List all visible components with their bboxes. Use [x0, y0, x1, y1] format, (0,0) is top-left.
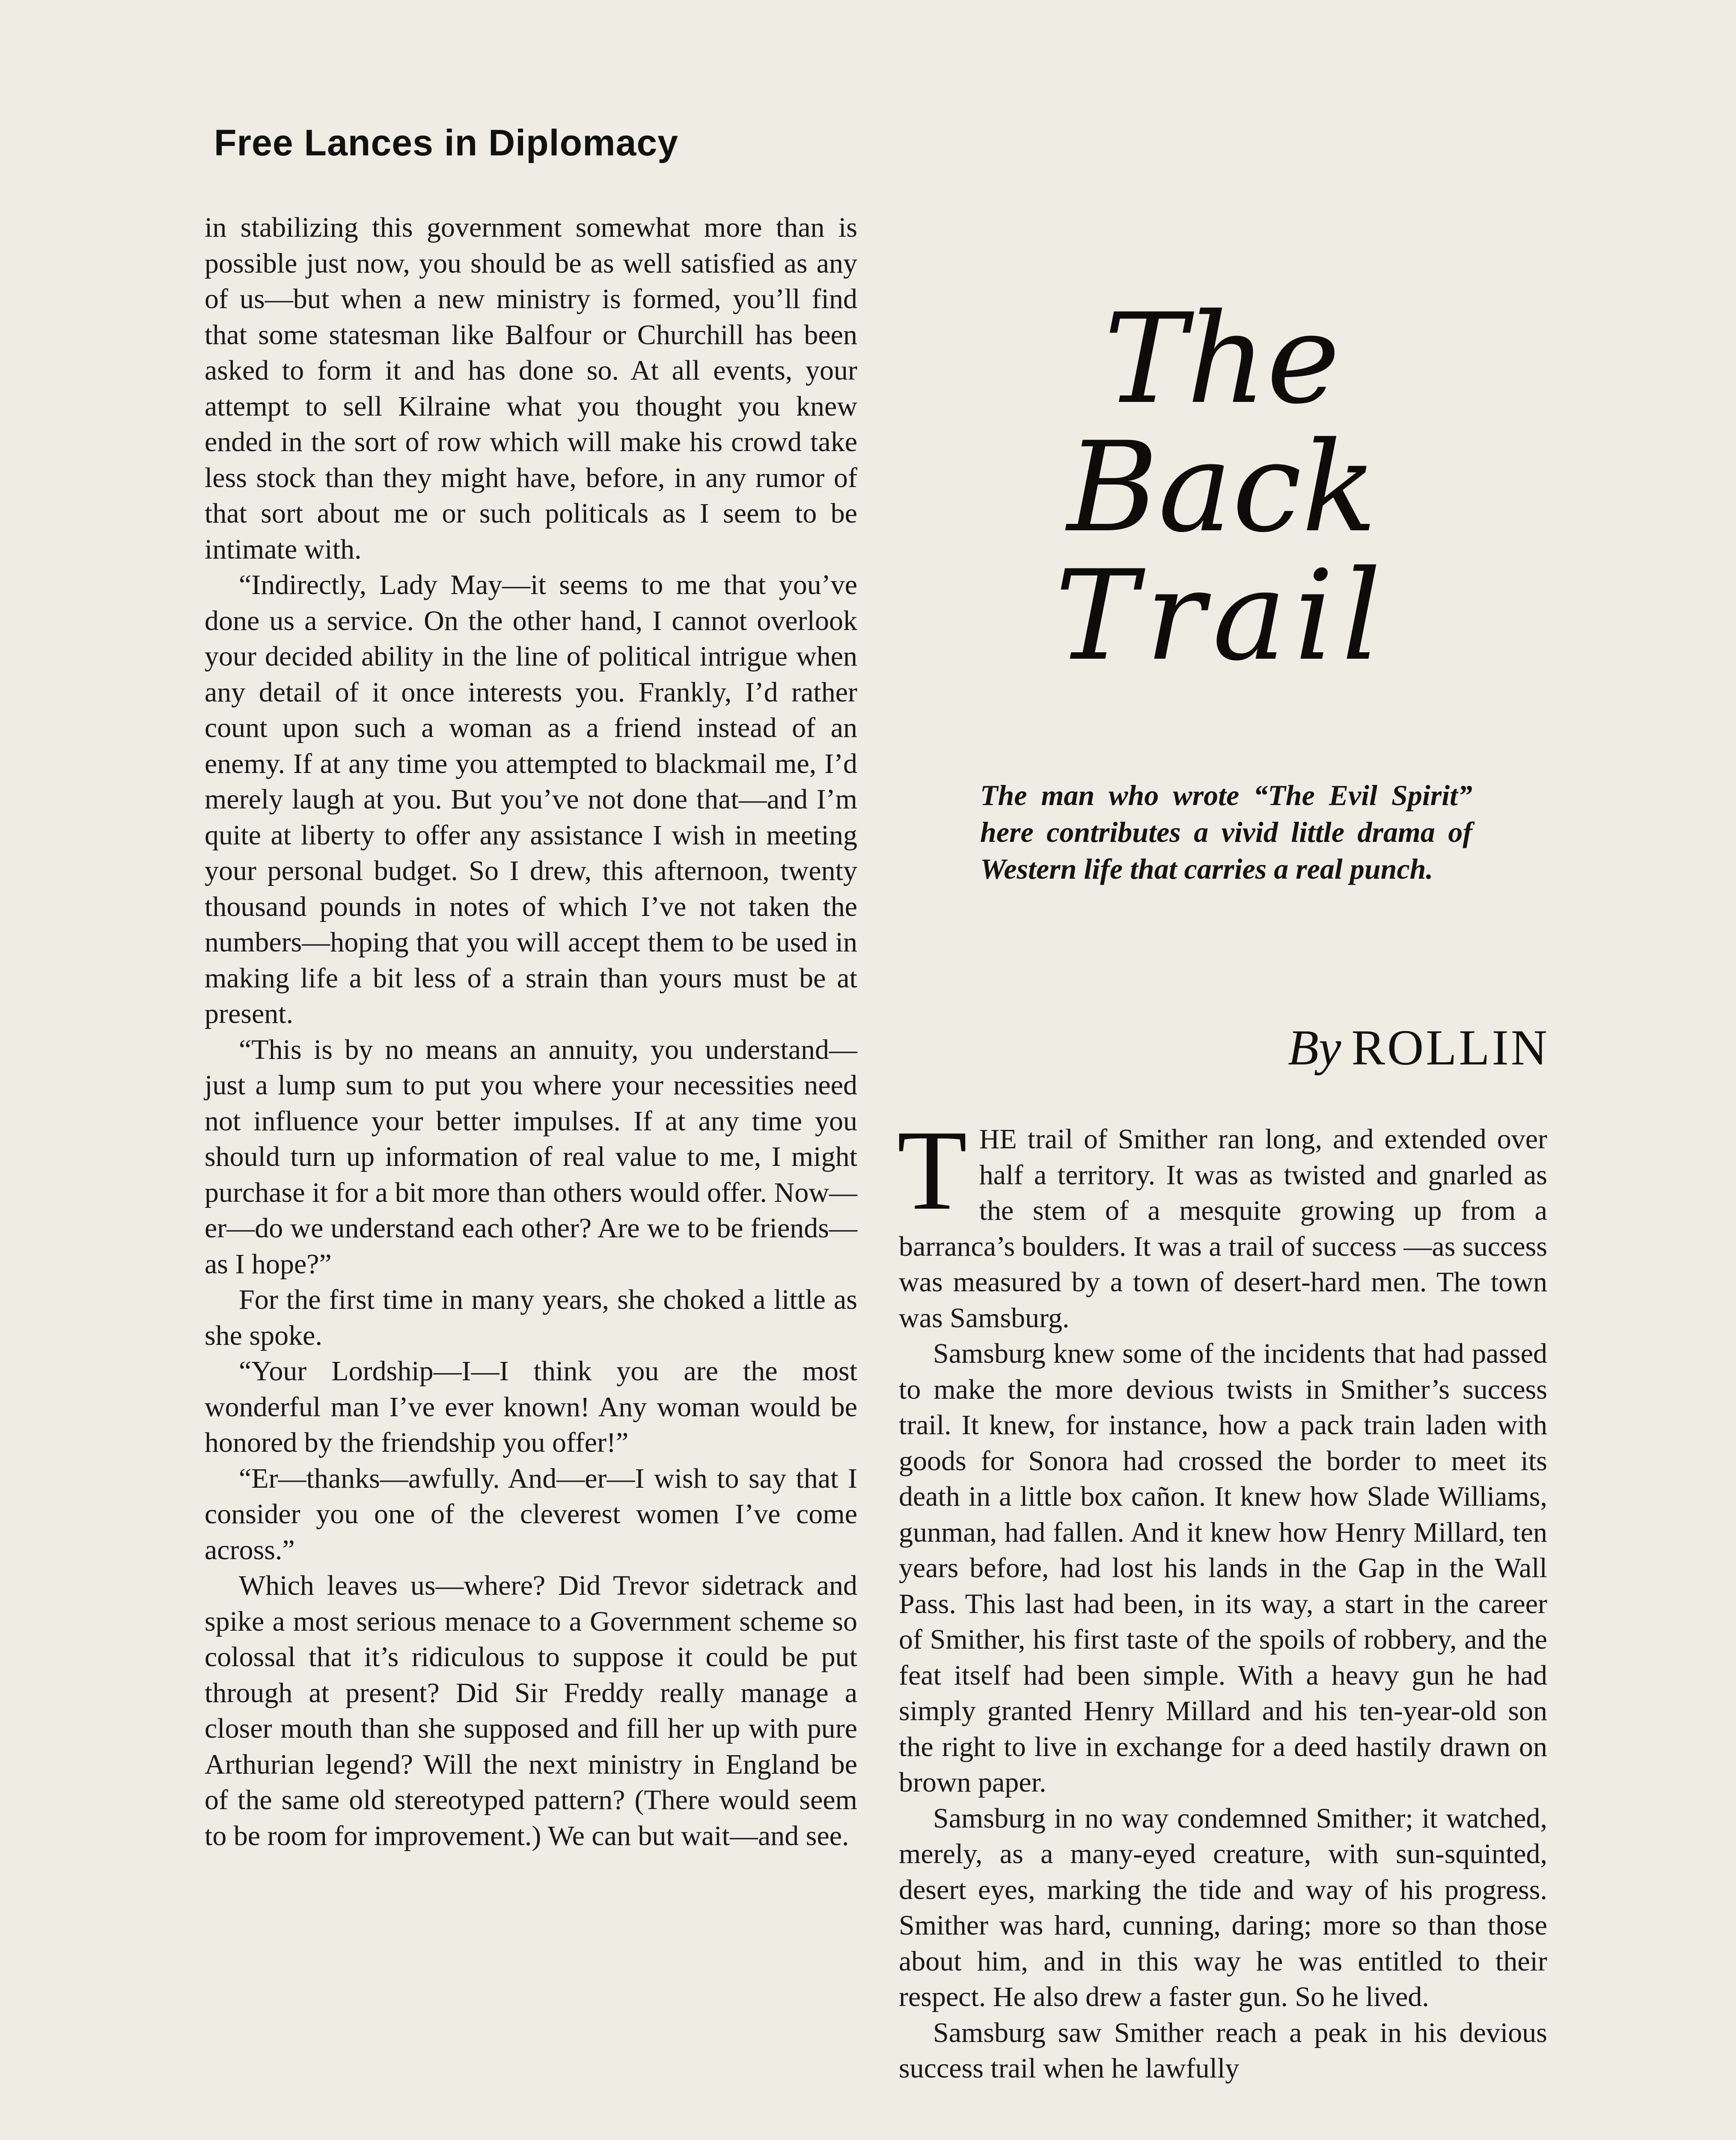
running-head: Free Lances in Diplomacy	[214, 122, 679, 163]
paragraph: Samsburg knew some of the incidents that had passed to make the more devious twists in Smither’s success trail. It knew, for instance, how a pack train laden with goods for Sonora had crossed the border to meet its death in a little box cañon. It knew how Slade Williams, gunman, had fallen. And it knew how Henry Millard, ten years before, had lost his lands in the Gap in the Wall Pass. This last had been, in its way, a start in the career of Smither, his first taste of the spoils of robbery, and the feat itself had been simple. With a heavy gun he had simply granted Henry Millard and his ten-year-old son the right to live in exchange for a deed hastily drawn on brown paper.	[899, 1338, 1547, 1798]
story-deck: The man who wrote “The Evil Spirit” here contributes a vivid little drama of Western life that carries a real punch.	[980, 779, 1472, 885]
byline-prefix: By	[1287, 1019, 1341, 1076]
title-line: The	[1104, 287, 1340, 431]
story-title	[997, 287, 1447, 688]
opening-text: HE trail of Smither ran long, and extended over half a territory. It was as twisted and gnarled as the stem of a mesquite growing up from a barranca’s boulders. It was a trail of success —as success was measured by a town of desert-hard men. The town was Samsburg.	[899, 1124, 1547, 1334]
left-column-text	[205, 210, 857, 1854]
right-column-text	[897, 1106, 1547, 2086]
paragraph: in stabilizing this government somewhat more than is possible just now, you should be as well satisfied as any of us—but when a new ministry is formed, you’ll find that some statesman like Balfour or Churchill has been asked to form it and has done so. At all events, your attempt to sell Kilraine what you thought you knew ended in the sort of row which will make his crowd take less stock than they might have, before, in any rumor of that sort about me or such politicals as I seem to be intimate with.	[205, 212, 857, 565]
author-name: ROLLIN	[1351, 1019, 1549, 1076]
paragraph: “This is by no means an annuity, you understand—just a lump sum to put you where your necessities need not influence your better impulses. If at any time you should turn up information of real value to me, I might purchase it for a bit more than others would offer. Now—er—do we understand each other? Are we to be friends—as I hope?”	[205, 1034, 857, 1280]
byline	[1224, 1019, 1549, 1077]
opening-paragraph	[897, 1106, 1547, 1336]
title-line: Back	[1067, 416, 1377, 560]
paragraph: “Your Lordship—I—I think you are the most wonderful man I’ve ever known! Any woman would be honored by the friendship you offer!”	[205, 1355, 857, 1458]
title-line: Trail	[1055, 544, 1389, 688]
paragraph: Samsburg saw Smither reach a peak in his devious success trail when he lawfully	[899, 2017, 1547, 2084]
paragraph: Samsburg in no way condemned Smither; it watched, merely, as a many-eyed creature, with sun-squinted, desert eyes, marking the tide and way of his progress. Smither was hard, cunning, daring; more so than those about him, and in this way he was entitled to their respect. He also drew a faster gun. So he lived.	[899, 1802, 1547, 2012]
paragraph: “Indirectly, Lady May—it seems to me that you’ve done us a service. On the other hand, I cannot overlook your decided ability in the line of political intrigue when any detail of it once interests you. Frankly, I’d rather count upon such a woman as a friend instead of an enemy. If at any time you attempted to blackmail me, I’d merely laugh at you. But you’ve not done that—and I’m quite at liberty to offer any assistance I wish in meeting your personal budget. So I drew, this afternoon, twenty thousand pounds in notes of which I’ve not taken the numbers—hoping that you will accept them to be used in making life a bit less of a strain than yours must be at present.	[205, 569, 857, 1029]
paragraph: For the first time in many years, she choked a little as she spoke.	[205, 1284, 857, 1351]
paragraph: Which leaves us—where? Did Trevor sidetrack and spike a most serious menace to a Government scheme so colossal that it’s ridiculous to suppose it could be put through at present? Did Sir Freddy really manage a closer mouth than she supposed and fill her up with pure Arthurian legend? Will the next ministry in England be of the same old stereotyped pattern? (There would seem to be room for improvement.) We can but wait—and see.	[205, 1570, 857, 1852]
drop-cap: T	[897, 1106, 967, 1233]
paragraph: “Er—thanks—awfully. And—er—I wish to say that I consider you one of the cleverest women I’ve come across.”	[205, 1462, 857, 1566]
